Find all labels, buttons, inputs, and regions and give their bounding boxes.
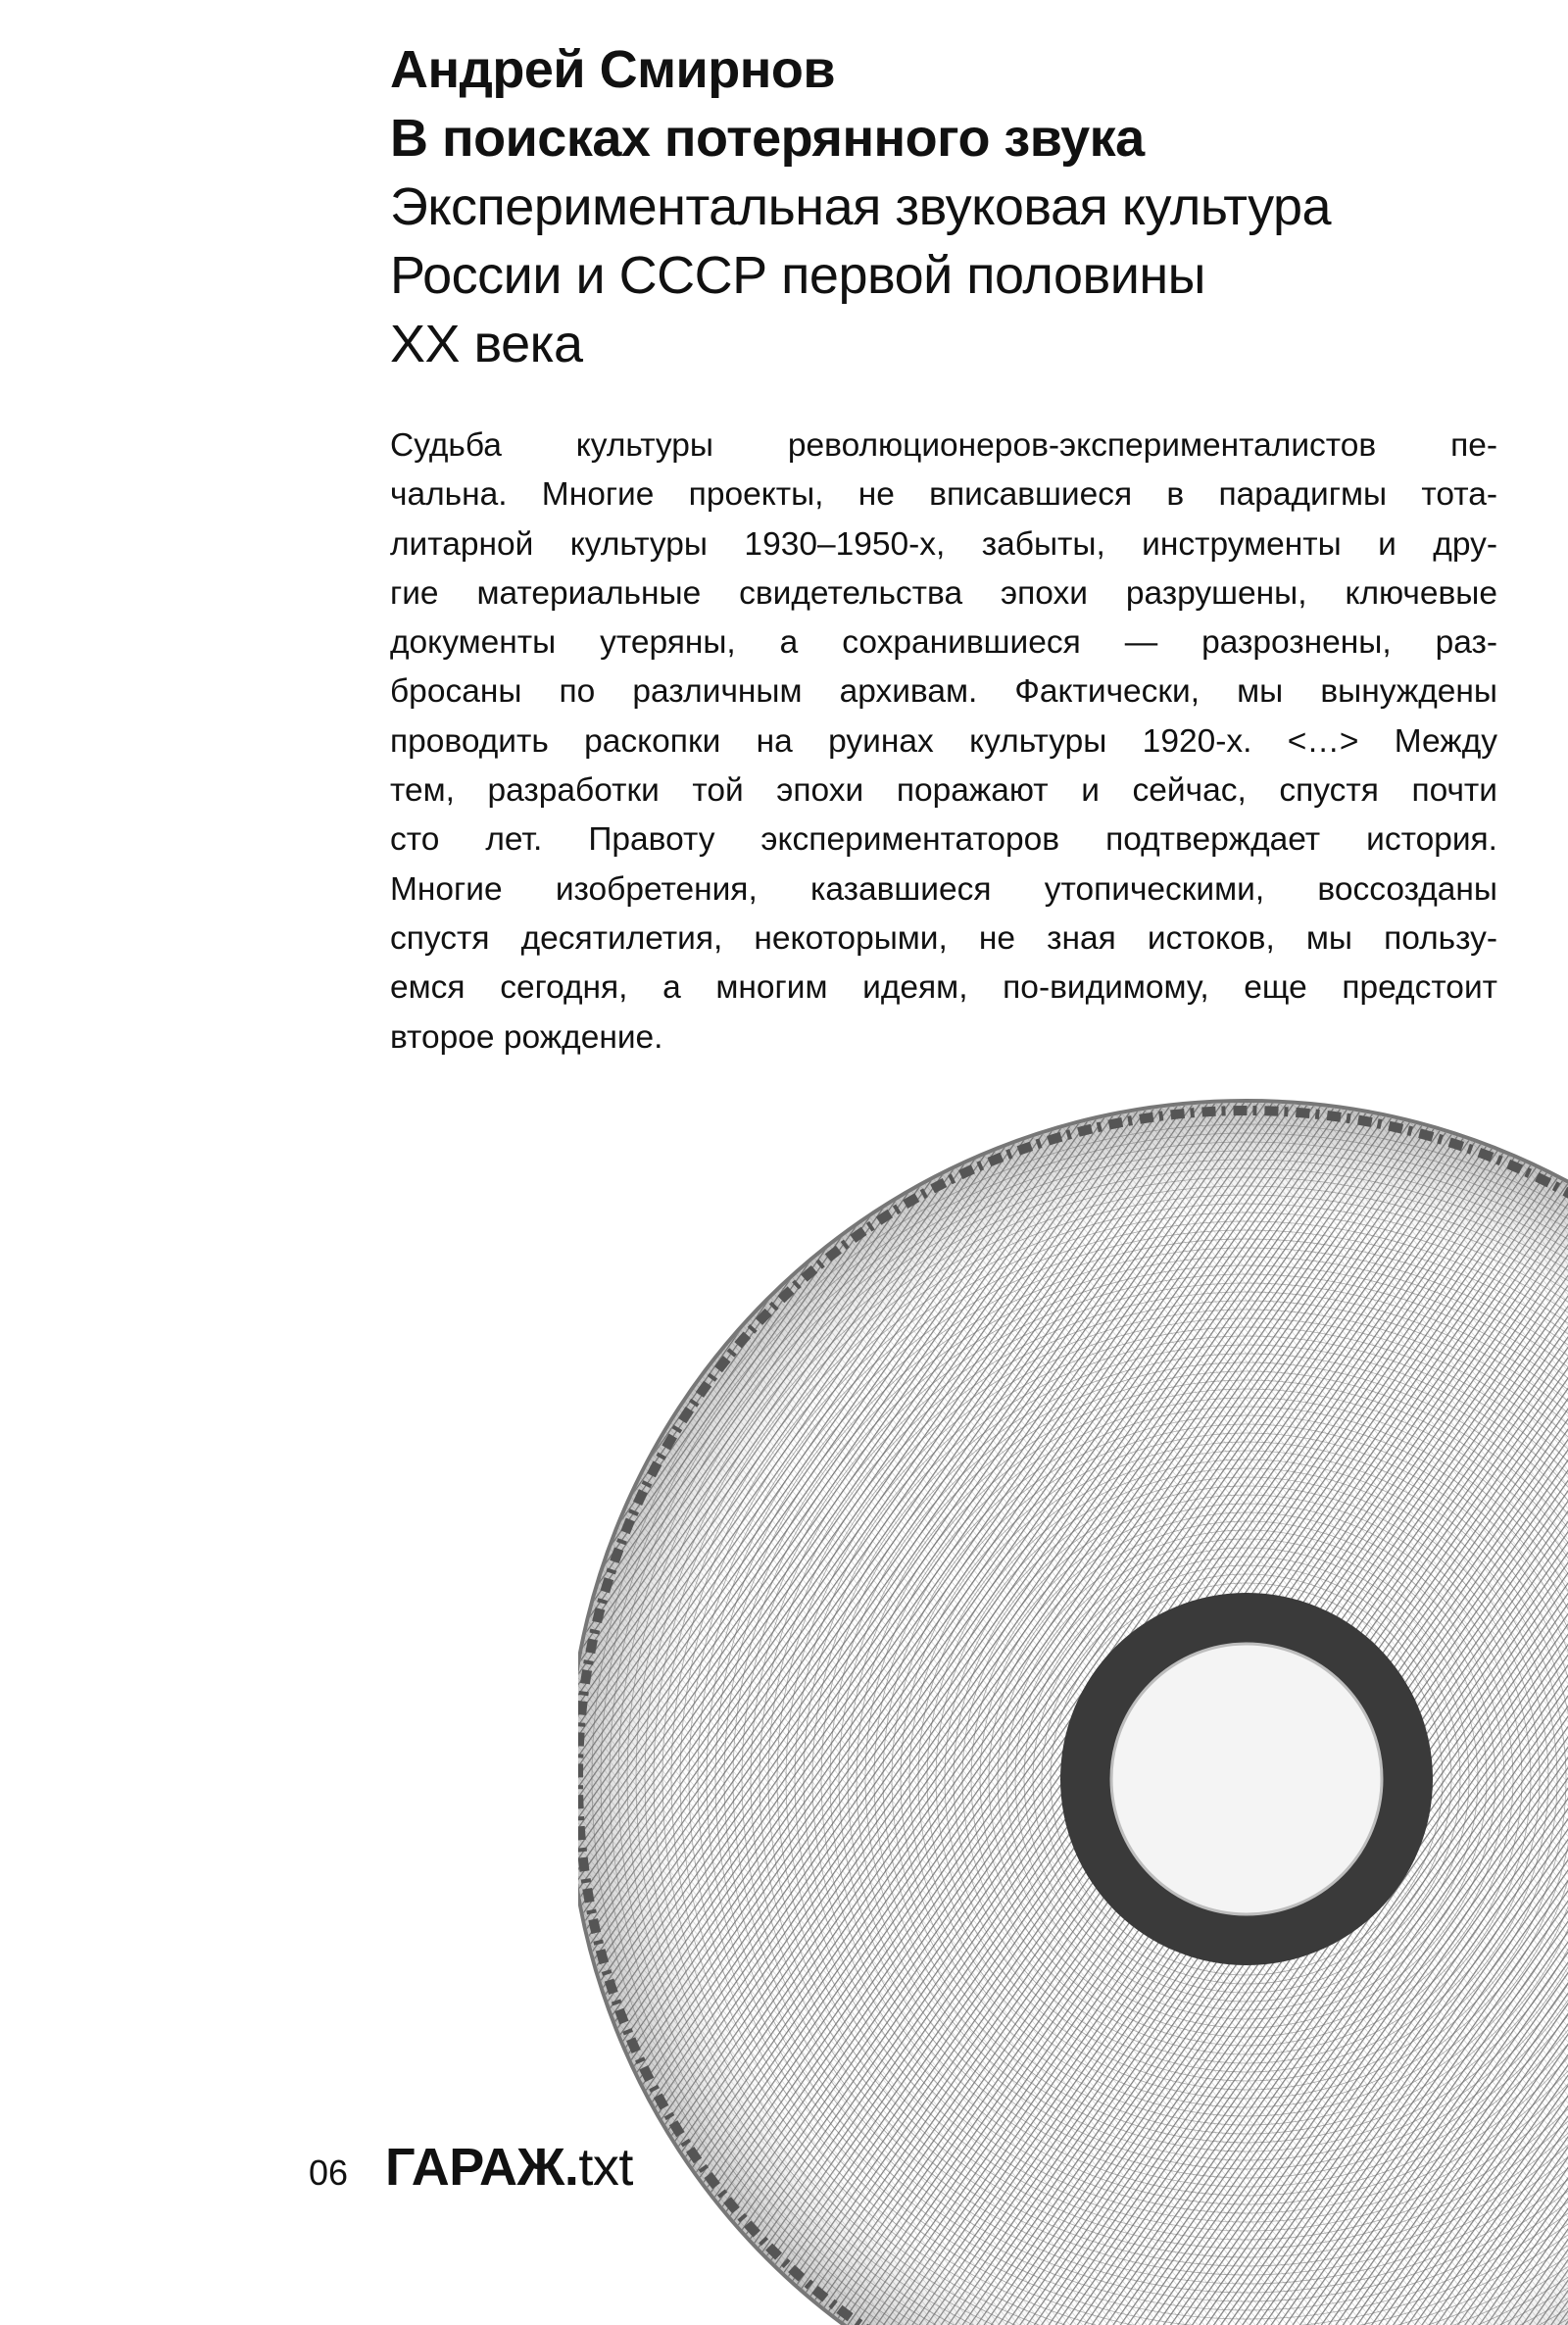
description-line: Многие изобретения, казавшиеся утопическими, воссозданы <box>390 870 1497 908</box>
disc-center-hole <box>1111 1644 1382 1914</box>
description-line: спустя десятилетия, некоторыми, не зная истоков, мы пользу- <box>390 919 1497 957</box>
description-line: документы утеряны, а сохранившиеся — разрознены, раз- <box>390 624 1497 662</box>
book-title: В поисках потерянного звука <box>390 109 1145 168</box>
subtitle-line-3: XX века <box>390 315 583 373</box>
description-line: литарной культуры 1930–1950-х, забыты, инструменты и дру- <box>390 525 1497 563</box>
description-line: бросаны по различным архивам. Фактически, мы вынуждены <box>390 673 1497 711</box>
garage-txt-logo <box>385 2137 633 2198</box>
description-line: Судьба культуры революционеров-эксперименталистов пе- <box>390 427 1497 464</box>
description-line: сто лет. Правоту экспериментаторов подтверждает история. <box>390 821 1497 859</box>
sound-disc-illustration <box>578 1068 1568 2325</box>
description-line: гие материальные свидетельства эпохи разрушены, ключевые <box>390 574 1497 612</box>
author-name: Андрей Смирнов <box>390 40 836 99</box>
sound-disc-image <box>578 1068 1568 2325</box>
description-line: проводить раскопки на руинах культуры 1920-х. <…> Между <box>390 722 1497 760</box>
description-paragraph <box>390 421 1497 1063</box>
subtitle-line-1: Экспериментальная звуковая культура <box>390 177 1332 236</box>
logo-bold-part: ГАРАЖ. <box>385 2138 579 2197</box>
logo-light-part: txt <box>578 2138 633 2197</box>
page-number: 06 <box>309 2152 349 2193</box>
description-line: чальна. Многие проекты, не вписавшиеся в парадигмы тота- <box>390 476 1497 514</box>
description-line: емся сегодня, а многим идеям, по-видимому, еще предстоит <box>390 969 1497 1007</box>
description-line: второе рождение. <box>390 1018 663 1056</box>
subtitle-line-2: России и СССР первой половины <box>390 246 1205 305</box>
footer <box>309 2137 633 2198</box>
title-block <box>390 35 1517 378</box>
description-line: тем, разработки той эпохи поражают и сейчас, спустя почти <box>390 772 1497 810</box>
